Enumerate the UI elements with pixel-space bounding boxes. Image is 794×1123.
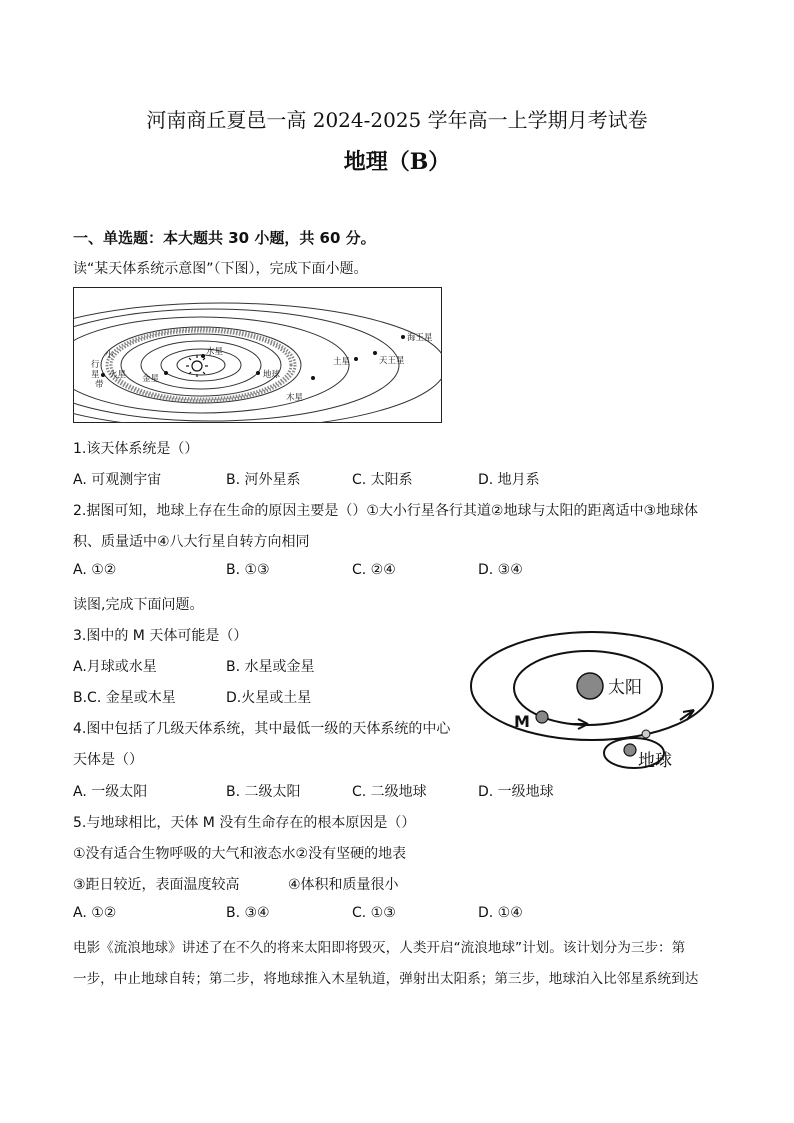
mars-dot (101, 373, 105, 377)
q3-option-c: B.C. 金星或木星 (73, 690, 176, 706)
label-belt-4: 带 (95, 380, 104, 390)
exam-subject: 地理（B） (343, 149, 451, 175)
question-3-stem: 3.图中的 M 天体可能是（） (73, 628, 248, 644)
label-earth: 地球 (263, 370, 281, 380)
outer-orbit-arrow (680, 710, 694, 720)
q2-option-c: C. ②④ (352, 562, 396, 578)
m-body (536, 711, 548, 723)
q2-option-b: B. ①③ (226, 562, 270, 578)
question-4-stem-line2: 天体是（） (73, 752, 143, 768)
label-neptune: 海王星 (407, 333, 433, 343)
question-5-stem: 5.与地球相比，天体 M 没有生命存在的根本原因是（） (73, 815, 416, 831)
q1-option-c: C. 太阳系 (352, 472, 413, 488)
q5-option-d: D. ①④ (478, 905, 523, 921)
q2-option-a: A. ①② (73, 562, 117, 578)
passage-line1: 电影《流浪地球》讲述了在不久的将来太阳即将毁灭，人类开启“流浪地球”计划。该计划分为三步：第 (73, 940, 686, 956)
q4-option-d: D. 一级地球 (478, 784, 554, 800)
label-venus: 金星 (142, 374, 160, 384)
saturn-dot (354, 357, 358, 361)
label-saturn: 土星 (333, 357, 351, 367)
sun-body (577, 673, 603, 699)
label-uranus: 天王星 (379, 356, 405, 366)
q1-option-a: A. 可观测宇宙 (73, 472, 162, 488)
label-sun: 太阳 (608, 678, 642, 698)
q4-option-c: C. 二级地球 (352, 784, 427, 800)
section-heading: 一、单选题：本大题共 30 小题，共 60 分。 (73, 229, 376, 247)
neptune-dot (401, 335, 405, 339)
q2-option-d: D. ③④ (478, 562, 523, 578)
solar-system-diagram (73, 287, 442, 423)
q3-option-a: A.月球或水星 (73, 659, 157, 675)
mercury-dot (201, 354, 205, 358)
earth-dot (256, 371, 260, 375)
sun-earth-orbit-diagram (466, 628, 718, 776)
intro-text-2: 读图,完成下面问题。 (73, 597, 204, 613)
q1-option-d: D. 地月系 (478, 472, 540, 488)
label-mars: 火星 (109, 370, 127, 380)
q5-statement-4: ④体积和质量很小 (288, 877, 399, 893)
q5-option-a: A. ①② (73, 905, 117, 921)
uranus-dot (373, 351, 377, 355)
q4-option-a: A. 一级太阳 (73, 784, 148, 800)
passage-line2: 一步，中止地球自转；第二步，将地球推入木星轨道，弹射出太阳系；第三步，地球泊入比邻星系统到达 (73, 971, 699, 987)
q3-option-b: B. 水星或金星 (226, 659, 315, 675)
earth-body (624, 744, 636, 756)
q4-option-b: B. 二级太阳 (226, 784, 301, 800)
exam-title: 河南商丘夏邑一高 2024-2025 学年高一上学期月考试卷 (146, 108, 648, 132)
question-1-stem: 1.该天体系统是（） (73, 441, 199, 457)
q3-option-d: D.火星或土星 (226, 690, 312, 706)
q5-option-b: B. ③④ (226, 905, 270, 921)
label-belt-3: 星 (91, 370, 100, 380)
venus-dot (164, 371, 168, 375)
q5-statement-3: ③距日较近，表面温度较高 (73, 877, 240, 893)
label-mercury: 水星 (206, 347, 224, 357)
label-jupiter: 木星 (286, 393, 304, 403)
intro-text: 读“某天体系统示意图”（下图），完成下面小题。 (73, 261, 368, 277)
inner-orbit-arrow (570, 719, 588, 729)
label-m: M (514, 712, 530, 731)
q5-statement-line1: ①没有适合生物呼吸的大气和液态水②没有坚硬的地表 (73, 846, 407, 862)
label-belt-1: 小 (105, 350, 114, 360)
moon-body (642, 730, 650, 738)
q5-option-c: C. ①③ (352, 905, 396, 921)
question-4-stem-line1: 4.图中包括了几级天体系统，其中最低一级的天体系统的中心 (73, 721, 451, 737)
question-2-stem-line1: 2.据图可知，地球上存在生命的原因主要是（）①大小行星各行其道②地球与太阳的距离适中③地球体 (73, 503, 699, 519)
jupiter-dot (311, 376, 315, 380)
q1-option-b: B. 河外星系 (226, 472, 301, 488)
label-earth-2: 地球 (638, 751, 672, 771)
label-belt-2: 行 (91, 360, 100, 370)
question-2-stem-line2: 积、质量适中④八大行星自转方向相同 (73, 534, 310, 550)
